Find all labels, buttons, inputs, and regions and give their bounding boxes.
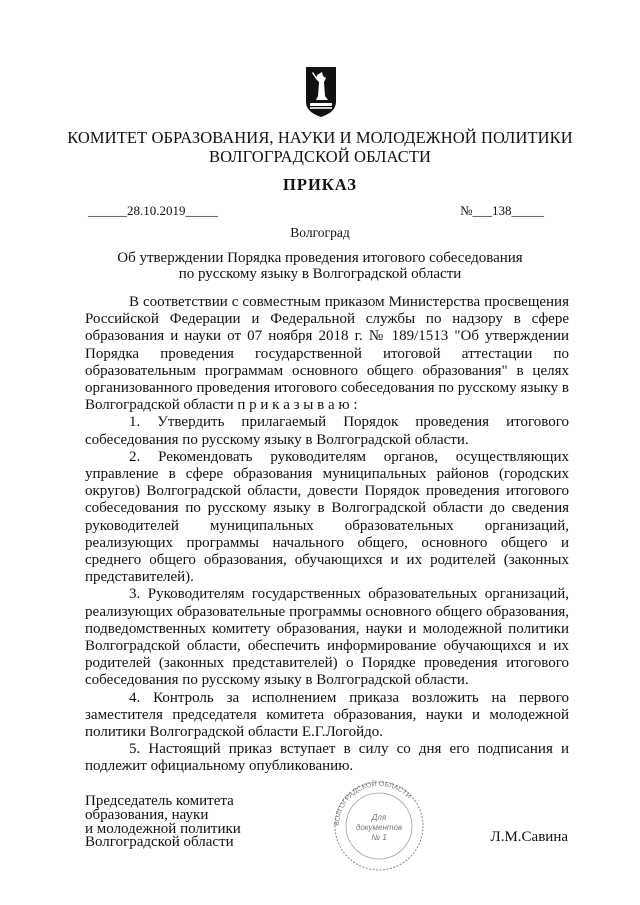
- item-4-paragraph: 4. Контроль за исполнением приказа возложить на первого заместителя председателя комитета образования, науки и молодежной политики Волгоградской области Е.Г.Логойдо.: [85, 689, 569, 741]
- signer-line-4: Волгоградской области: [85, 834, 234, 851]
- item-1-paragraph: 1. Утвердить прилагаемый Порядок проведения итогового собеседования по русскому языку в Волгоградской области.: [85, 414, 569, 448]
- document-title: ПРИКАЗ: [283, 175, 357, 194]
- order-number: №___138_____: [460, 203, 544, 218]
- item-5-paragraph: 5. Настоящий приказ вступает в силу со дня его подписания и подлежит официальному опубликованию.: [85, 741, 569, 775]
- subject-line-1: Об утверждении Порядка проведения итогового собеседования: [117, 250, 523, 266]
- stamp-center-line-3: № 1: [371, 833, 387, 842]
- signer-position: [85, 795, 241, 850]
- signer-name: Л.М.Савина: [490, 829, 568, 845]
- item-2-paragraph: 2. Рекомендовать руководителям органов, осуществляющих управление в сфере образования муниципальных районов (городских округов) Волгоградской области, довести Порядок проведения итогового собеседования по русскому языку в Волгоградской области до сведения руководителей муниципальных образовательных организаций, реализующих программы начального общего, основного общего и среднего общего образования, обучающихся и их родителей (законных представителей).: [85, 448, 569, 586]
- order-subject: [0, 251, 640, 282]
- signer-line-3: и молодежной политики: [85, 820, 241, 837]
- number-value: 138: [492, 203, 512, 218]
- date-value: 28.10.2019: [127, 203, 186, 218]
- order-body: [85, 294, 569, 776]
- city: Волгоград: [290, 225, 350, 240]
- org-line-2: ВОЛГОГРАДСКОЙ ОБЛАСТИ: [208, 147, 432, 166]
- signer-line-2: образования, науки: [85, 806, 209, 823]
- subject-line-2: по русскому языку в Волгоградской области: [178, 265, 462, 282]
- official-stamp-icon: [325, 780, 433, 872]
- item-3-paragraph: 3. Руководителям государственных образовательных организаций, реализующих образовательные программы основного общего образования, подведомственных комитету образования, науки и молодежной политики Волгоградской области, обеспечить информирование обучающихся и их родителей (законных представителей) о Порядке проведения итогового собеседования по русскому языку в Волгоградской области.: [85, 586, 569, 689]
- order-date: ______28.10.2019_____: [88, 203, 218, 218]
- number-label: №: [460, 203, 473, 218]
- command-word: п р и к а з ы в а ю :: [237, 397, 358, 414]
- signer-line-1: Председатель комитета: [85, 793, 234, 809]
- organization-name: [0, 128, 640, 166]
- stamp-ring-text: ВОЛГОГРАДСКОЙ ОБЛАСТИ: [333, 780, 412, 827]
- preamble-paragraph: В соответствии с совместным приказом Министерства просвещения Российской Федерации и Федеральной службы по надзору в сфере образования и науки от 07 ноября 2018 г. № 189/1513 "Об утверждении Порядка проведения государственной итоговой аттестации по образовательным программам основного общего образования" в целях организованного проведения итогового собеседования по русскому языку в Волгоградской области п р и к а з ы в а ю :: [85, 294, 569, 414]
- stamp-center-line-2: документов: [355, 823, 403, 832]
- stamp-center-line-1: Для: [371, 813, 387, 822]
- org-line-1: КОМИТЕТ ОБРАЗОВАНИЯ, НАУКИ И МОЛОДЕЖНОЙ ПОЛИТИКИ: [67, 128, 573, 147]
- volgograd-emblem-icon: [304, 66, 338, 118]
